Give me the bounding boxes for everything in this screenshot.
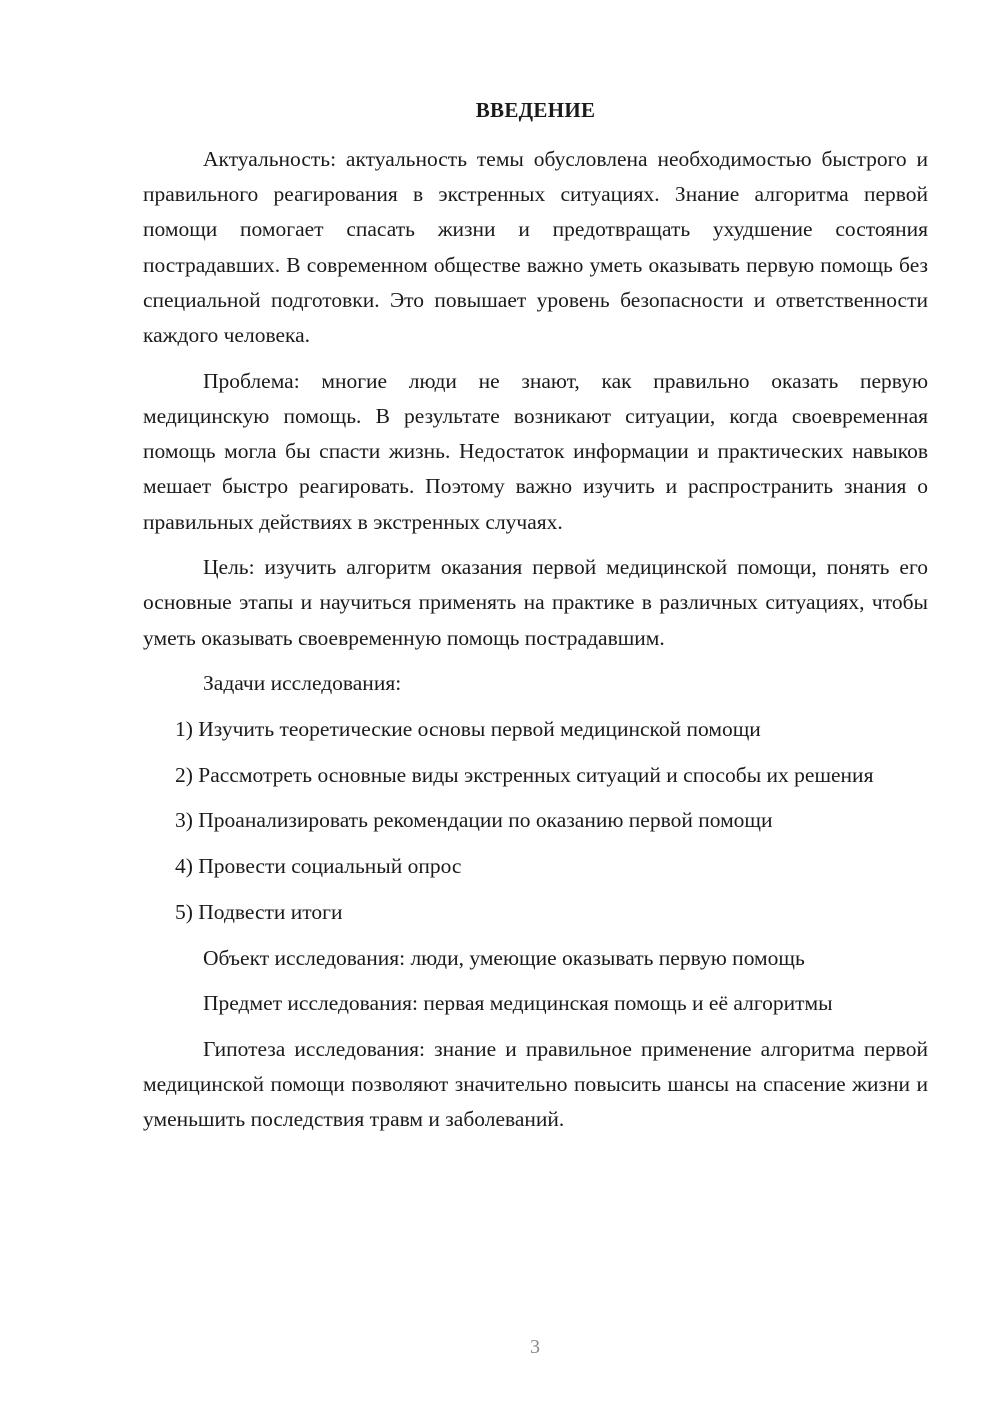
page-number: 3 xyxy=(530,1336,540,1358)
task-item: 3) Проанализировать рекомендации по оказанию первой помощи xyxy=(175,808,773,833)
tasks-heading: Задачи исследования: xyxy=(203,671,402,696)
task-item: 5) Подвести итоги xyxy=(175,899,343,924)
object-paragraph: Объект исследования: люди, умеющие оказывать первую помощь xyxy=(203,945,805,970)
subject-paragraph: Предмет исследования: первая медицинская помощь и её алгоритмы xyxy=(203,991,833,1016)
problem-paragraph: Проблема: многие люди не знают, как правильно оказать первую медицинскую помощь. В результате возникают ситуации, когда своевременная помощь могла бы спасти жизнь. Недостаток информации и практических навыков мешает быстро реагировать. Поэтому важно изучить и распространить знания о правильных действиях в экстренных случаях. xyxy=(143,368,928,534)
hypothesis-paragraph: Гипотеза исследования: знание и правильное применение алгоритма первой медицинской помощи позволяют значительно повысить шансы на спасение жизни и уменьшить последствия травм и заболеваний. xyxy=(143,1036,928,1132)
task-item: 1) Изучить теоретические основы первой медицинской помощи xyxy=(175,717,761,742)
relevance-paragraph: Актуальность: актуальность темы обусловлена необходимостью быстрого и правильного реагирования в экстренных ситуациях. Знание алгоритма первой помощи помогает спасать жизни и предотвращать ухудшение состояния пострадавших. В современном обществе важно уметь оказывать первую помощь без специальной подготовки. Это повышает уровень безопасности и ответственности каждого человека. xyxy=(143,147,928,348)
page-title: ВВЕДЕНИЕ xyxy=(475,98,596,122)
task-item: 2) Рассмотреть основные виды экстренных ситуаций и способы их решения xyxy=(175,762,874,787)
document-body xyxy=(143,142,928,1148)
goal-paragraph: Цель: изучить алгоритм оказания первой медицинской помощи, понять его основные этапы и научиться применять на практике в различных ситуациях, чтобы уметь оказывать своевременную помощь пострадавшим. xyxy=(143,555,928,650)
task-item: 4) Провести социальный опрос xyxy=(175,854,462,879)
